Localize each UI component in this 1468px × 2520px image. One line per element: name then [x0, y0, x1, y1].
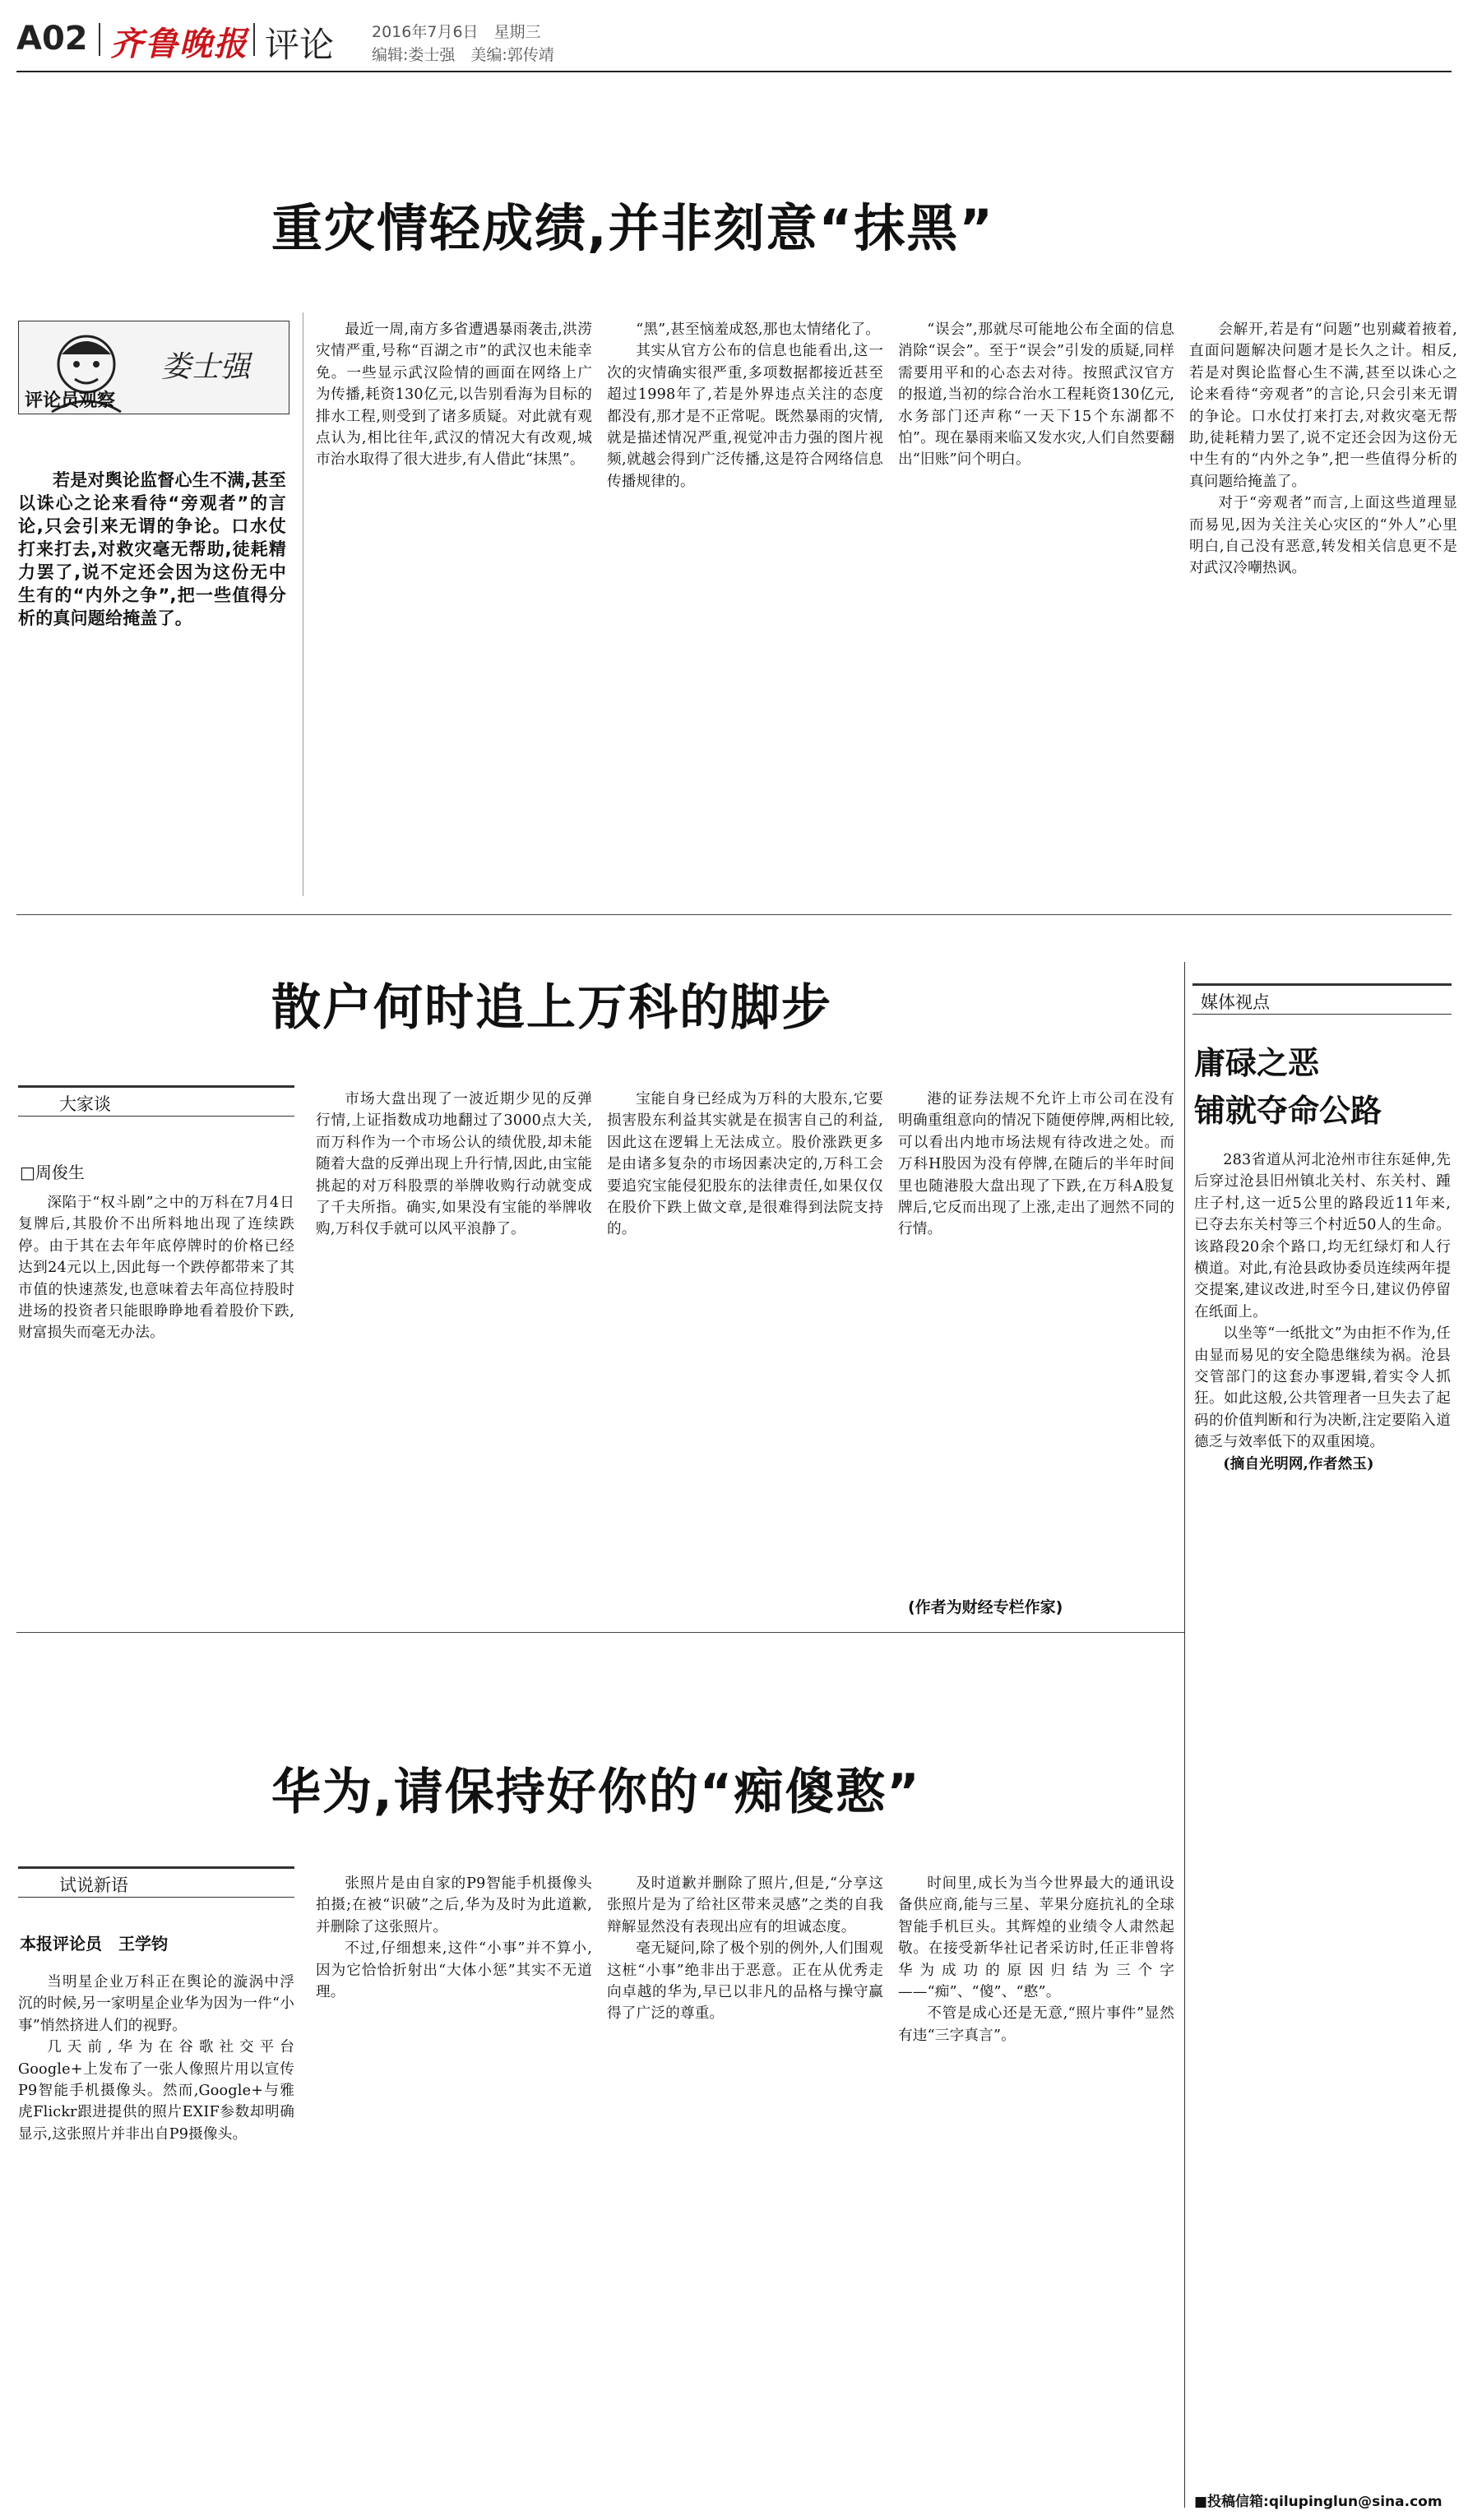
paragraph: 深陷于“权斗剧”之中的万科在7月4日复牌后,其股价不出所料地出现了连续跌停。由于其在去年年底停牌时的价格已经达到24元以上,因此每一个跌停都带来了其市值的快速蒸发,也意味着去年高位持股时进场的投资者只能眼睁睁地看着股价下跌,财富损失而毫无办法。	[18, 1195, 294, 1342]
article3-col4	[898, 1873, 1174, 2506]
column-label	[18, 1085, 294, 1117]
paragraph: 会解开,若是有“问题”也别藏着掖着,直面问题解决问题才是长久之计。相反,若是对舆论监督心生不满,甚至以诛心之论来看待“旁观者”的言论,只会引来无谓的争论。口水仗打来打去,对救灾毫无帮助,徒耗精力罢了,说不定还会因为这份无中生有的“内外之争”,把一些值得分析的真问题给掩盖了。	[1189, 321, 1457, 490]
article1-col2	[607, 319, 883, 895]
article3-author: 本报评论员 王学钧	[20, 1934, 168, 1954]
section-rule	[16, 1632, 1184, 1633]
section-rule	[16, 914, 1452, 915]
article3-col1	[18, 1972, 294, 2506]
paragraph: “黑”,甚至恼羞成怒,那也太情绪化了。	[636, 321, 881, 338]
paragraph: 及时道歉并删除了照片,但是,“分享这张照片是为了给社区带来灵感”之类的自我辩解显然没有表现出应有的坦诚态度。	[607, 1875, 883, 1935]
column-label-text: 试说新语	[59, 1875, 128, 1895]
paragraph: 毫无疑问,除了极个别的例外,人们围观这桩“小事”绝非出于恶意。正在从优秀走向卓越的华为,早已以非凡的品格与操守赢得了广泛的尊重。	[607, 1940, 883, 2023]
article3-col2	[316, 1873, 592, 2506]
article1-headline: 重灾情轻成绩,并非刻意“抹黑”	[271, 198, 995, 258]
sidebar-headline-line2: 铺就夺命公路	[1194, 1093, 1382, 1129]
header-rule	[16, 71, 1452, 72]
paragraph: “误会”,那就尽可能地公布全面的信息消除“误会”。至于“误会”引发的质疑,同样需要用平和的心态去对待。按照武汉官方的报道,当初的综合治水工程耗资130亿元,水务部门还声称“一天下15个东湖都不怕”。现在暴雨来临又发水灾,人们自然要翻出“旧账”问个明白。	[898, 321, 1174, 469]
paragraph: 当明星企业万科正在舆论的漩涡中浮沉的时候,另一家明星企业华为因为一件“小事”悄然挤进人们的视野。	[18, 1974, 294, 2034]
article2-col3	[607, 1089, 883, 1615]
paragraph: 几天前,华为在谷歌社交平台Google+上发布了一张人像照片用以宣传P9智能手机摄像头。然而,Google+与雅虎Flickr跟进提供的照片EXIF参数却明确显示,这张照片并非出自P9摄像头。	[18, 2039, 294, 2143]
article1-col1	[316, 319, 592, 895]
paragraph: 不过,仔细想来,这件“小事”并不算小,因为它恰恰折射出“大体小惩”其实不无道理。	[316, 1940, 592, 2001]
header-divider	[99, 23, 100, 56]
sidebar-label-text: 媒体视点	[1201, 992, 1270, 1012]
paragraph: 港的证券法规不允许上市公司在没有明确重组意向的情况下随便停牌,两相比较,可以看出内地市场法规有待改进之处。而万科H股因为没有停牌,在随后的半年时间里也随港股大盘出现了下跌,在万科A股复牌后,它反而出现了上涨,走出了迥然不同的行情。	[898, 1091, 1174, 1238]
author-signature: 娄士强	[161, 350, 251, 384]
column-label-text: 大家谈	[59, 1094, 111, 1114]
paragraph: 283省道从河北沧州市往东延伸,先后穿过沧县旧州镇北关村、东关村、踵庄子村,这一近5公里的路段近11年来,已夺去东关村等三个村近50人的生命。该路段20余个路口,均无红绿灯和人行横道。对此,有沧县政协委员连续两年提交提案,建议改进,时至今日,建议仍停留在纸面上。	[1194, 1152, 1451, 1320]
column-label	[18, 1866, 294, 1898]
article3-headline: 华为,请保持好你的“痴傻憨”	[271, 1764, 921, 1821]
paragraph: 最近一周,南方多省遭遇暴雨袭击,洪涝灾情严重,号称“百湖之市”的武汉也未能幸免。一些显示武汉险情的画面在网络上广为传播,耗资130亿元,以告别看海为目标的排水工程,则受到了诸多质疑。对此就有观点认为,相比往年,武汉的情况大有改观,城市治水取得了很大进步,有人借此“抹黑”。	[316, 321, 592, 469]
editor-credits: 编辑:娄士强 美编:郭传靖	[372, 46, 554, 64]
lead-paragraph: 若是对舆论监督心生不满,甚至以诛心之论来看待“旁观者”的言论,只会引来无谓的争论。口水仗打来打去,对救灾毫无帮助,徒耗精力罢了,说不定还会因为这份无中生有的“内外之争”,把一些值得分析的真问题给掩盖了。	[18, 470, 286, 628]
masthead-logo: 齐鲁晚报	[110, 25, 248, 63]
header-divider	[253, 23, 255, 56]
article1-col3	[898, 319, 1174, 895]
submission-email[interactable]: ■投稿信箱:qilupinglun@sina.com	[1194, 2494, 1443, 2510]
paragraph: 时间里,成长为当今世界最大的通讯设备供应商,能与三星、苹果分庭抗礼的全球智能手机巨头。其辉煌的业绩令人肃然起敬。在接受新华社记者采访时,任正非曾将华为成功的原因归结为三个字——“痴”、“傻”、“憨”。	[898, 1875, 1174, 2001]
paragraph: 市场大盘出现了一波近期少见的反弹行情,上证指数成功地翻过了3000点大关,而万科作为一个市场公认的绩优股,却未能随着大盘的反弹出现上升行情,因此,由宝能挑起的对万科股票的举牌收购行动就变成了千夫所指。确实,如果没有宝能的举牌收购,万科仅手就可以风平浪静了。	[316, 1091, 592, 1238]
paragraph: 张照片是由自家的P9智能手机摄像头拍摄;在被“识破”之后,华为及时为此道歉,并删除了这张照片。	[316, 1875, 592, 1935]
paragraph: 对于“旁观者”而言,上面这些道理显而易见,因为关注关心灾区的“外人”心里明白,自己没有恶意,转发相关信息更不是对武汉冷嘲热讽。	[1189, 495, 1457, 577]
article2-author: □周俊生	[20, 1163, 85, 1182]
sidebar-headline-line1: 庸碌之恶	[1194, 1045, 1320, 1081]
sidebar-divider	[1184, 962, 1185, 2508]
sidebar-label	[1192, 983, 1452, 1015]
article2-byline: (作者为财经专栏作家)	[908, 1598, 1063, 1616]
paragraph: (摘自光明网,作者然玉)	[1223, 1454, 1374, 1473]
section-name: 评论	[265, 25, 335, 65]
paragraph: 其实从官方公布的信息也能看出,这一次的灾情确实很严重,多项数据都接近甚至超过1998年了,若是外界违点关注的态度都没有,那才是不正常呢。既然暴雨的灾情,就是描述情况严重,视觉冲击力强的图片视频,就越会得到广泛传播,这是符合网络信息传播规律的。	[607, 343, 883, 490]
sidebar-body	[1194, 1149, 1451, 2448]
article2-col1	[18, 1192, 294, 1620]
article2-col2	[316, 1089, 592, 1615]
page-number: A02	[16, 20, 88, 58]
article3-col3	[607, 1873, 883, 2506]
issue-date: 2016年7月6日 星期三	[372, 23, 541, 41]
article2-col4	[898, 1089, 1174, 1590]
paragraph: 宝能自身已经成为万科的大股东,它要损害股东利益其实就是在损害自己的利益,因此这在逻辑上无法成立。股价涨跌更多是由诸多复杂的市场因素决定的,万科工会要追究宝能侵犯股东的法律责任,如果仅仅在股价下跌上做文章,是很难得到法院支持的。	[607, 1091, 883, 1238]
paragraph: 不管是成心还是无意,“照片事件”显然有违“三字真言”。	[898, 2005, 1174, 2044]
paragraph: 以坐等“一纸批文”为由拒不作为,任由显而易见的安全隐患继续为祸。沧县交管部门的这套办事逻辑,着实令人抓狂。如此这般,公共管理者一旦失去了起码的价值判断和行为决断,注定要陷入道德乏与效率低下的双重困境。	[1194, 1325, 1451, 1451]
article2-headline: 散户何时追上万科的脚步	[271, 979, 832, 1037]
article1-lead	[18, 469, 286, 674]
column-label: 评论员观察	[25, 391, 116, 411]
article1-col4	[1189, 319, 1457, 895]
